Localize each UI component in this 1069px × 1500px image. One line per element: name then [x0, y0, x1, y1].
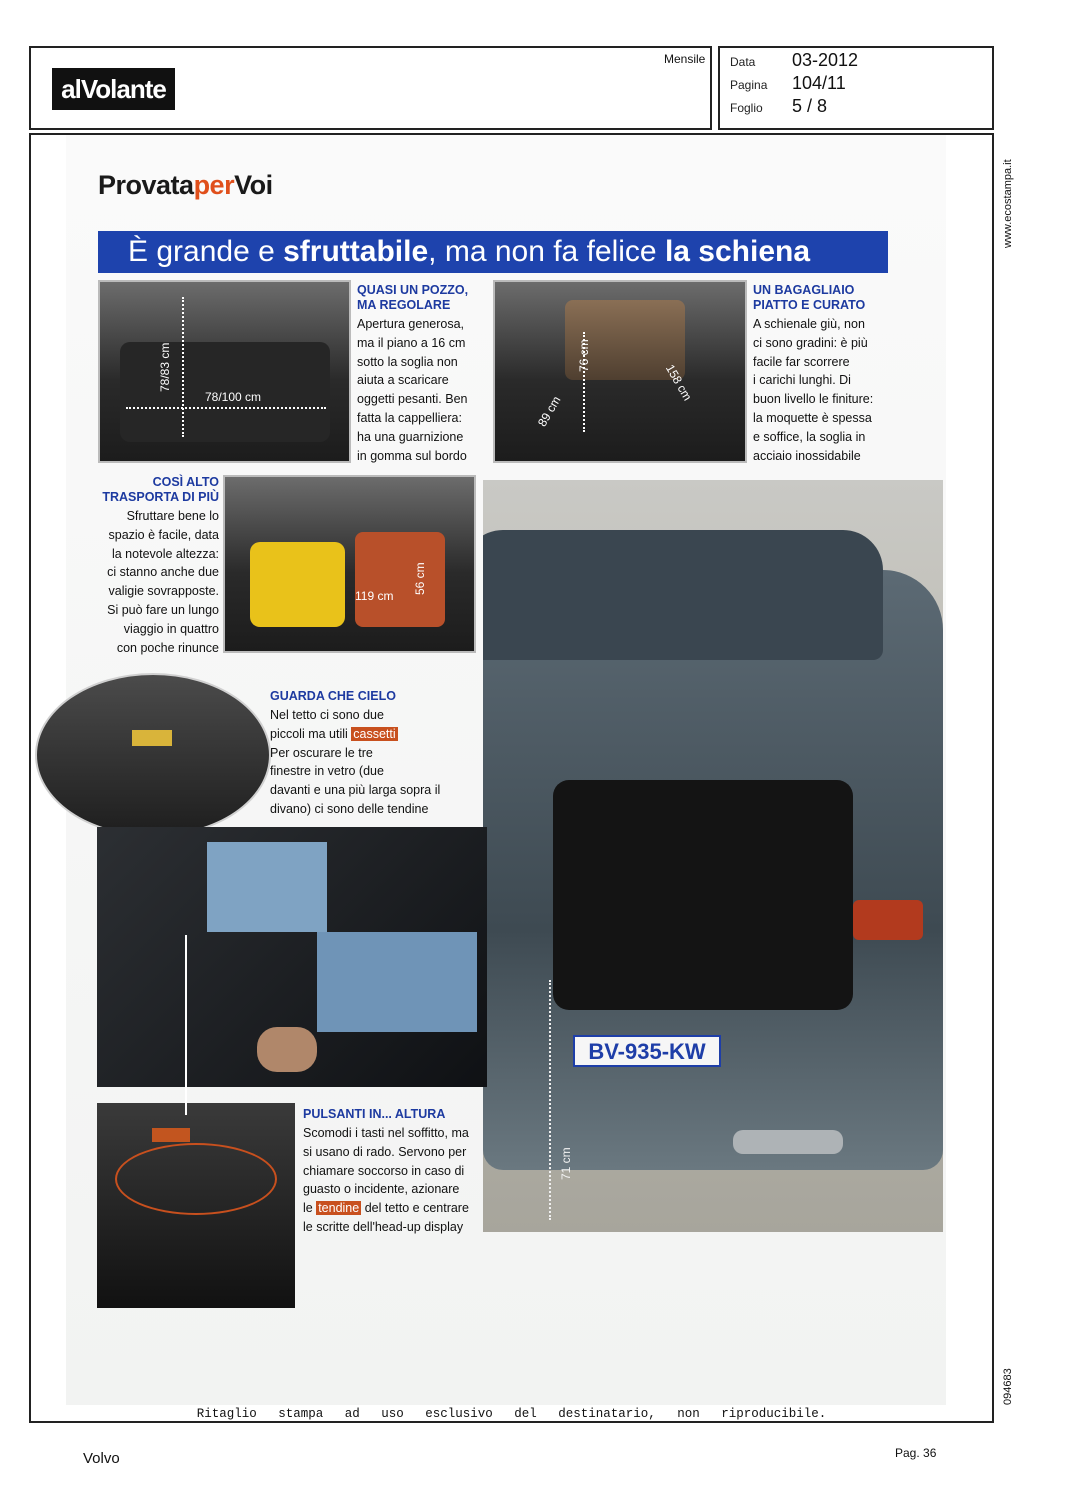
sos-button: [152, 1128, 190, 1142]
caption-1-title: QUASI UN POZZO, MA REGOLARE: [357, 283, 469, 312]
client-name: Volvo: [83, 1450, 120, 1467]
license-plate: BV-935-KW: [573, 1035, 721, 1067]
caption-5-title: PULSANTI IN... ALTURA: [303, 1107, 446, 1121]
dim-56-label: 56 cm: [413, 562, 427, 595]
caption-3-body: Sfruttare bene lo spazio è facile, data la notevole altezza: ci stanno anche due valigie sovrapposte. Si può fare un lungo viaggio in quattro con poche rinunce: [107, 509, 219, 655]
page-number: Pag. 36: [895, 1446, 937, 1460]
dim-119-label: 119 cm: [355, 589, 394, 603]
section-title: ProvataperVoi: [98, 170, 273, 200]
car-trunk-opening: [553, 780, 853, 1010]
trunk-photo-open: [98, 280, 351, 463]
frequency-label: Mensile: [664, 52, 706, 66]
dim-158-label: 158 cm: [662, 362, 695, 404]
caption-2-title: UN BAGAGLIAIO PIATTO E CURATO: [753, 283, 866, 312]
buttons-highlight-ellipse: [115, 1143, 277, 1215]
headrest: [257, 1027, 317, 1072]
dim-76-label: 76 cm: [577, 339, 591, 372]
caption-4-body: Nel tetto ci sono due piccoli ma utili cassetti Per oscurare le tre finestre in vetro (due davanti e una più larga sopra il divano) ci sono delle tendine: [270, 708, 441, 816]
pagina-label: Pagina: [730, 78, 768, 92]
data-value: 03-2012: [792, 50, 859, 70]
caption-1-body: Apertura generosa, ma il piano a 16 cm sotto la soglia non aiuta a scaricare oggetti pesanti. Ben fatta la cappelliera: ha una guarnizione in gomma sul bordo: [357, 317, 468, 463]
pagina-value: 104/11: [792, 73, 846, 93]
caption-2-body: A schienale giù, non ci sono gradini: è più facile far scorrere i carichi lunghi. Di buon livello le finiture: la moquette è spessa e soffice, la soglia in acciaio inossidabile: [753, 317, 874, 463]
roof-buttons-photo: [97, 1103, 295, 1308]
dim-89-label: 89 cm: [535, 393, 564, 429]
headline-band: È grande e sfruttabile, ma non fa felice la schiena: [98, 231, 888, 273]
dim-71-label: 71 cm: [559, 1147, 573, 1180]
car-rear-photo: [483, 480, 943, 1232]
width-marker-line: [126, 407, 326, 409]
exhaust-right: [733, 1130, 843, 1154]
caption-3-title: COSÌ ALTO TRASPORTA DI PIÙ: [102, 475, 219, 504]
height-marker-line: [182, 297, 184, 437]
caption-5-body: Scomodi i tasti nel soffitto, ma si usano di rado. Servono per chiamare soccorso in caso di guasto o incidente, azionare le tendine del tetto e centrare le scritte dell'head-up display: [303, 1126, 469, 1234]
alvolante-logo: alVolante: [52, 68, 175, 110]
sunroof-glass-rear: [317, 932, 477, 1032]
dim-width-label: 78/100 cm: [205, 390, 262, 404]
roof-drawers-inset: [35, 673, 271, 837]
yellow-suitcase: [250, 542, 345, 627]
foglio-label: Foglio: [730, 101, 763, 115]
trunk-photo-luggage: [223, 475, 476, 653]
copyright-notice: Ritaglio stampa ad uso esclusivo del destinatario, non riproducibile.: [196, 1407, 827, 1421]
caption-4-title: GUARDA CHE CIELO: [270, 689, 396, 703]
orange-bag: [355, 532, 445, 627]
trunk-photo-seats-folded: [493, 280, 747, 463]
website-side-text: www.ecostampa.it: [1002, 159, 1014, 248]
article-clipping: [29, 133, 994, 1423]
drawer-contents: [132, 730, 172, 746]
sunroof-interior-photo: [97, 827, 487, 1087]
data-label: Data: [730, 55, 756, 69]
ground-clearance-line: [549, 980, 551, 1220]
foglio-value: 5 / 8: [792, 96, 828, 116]
document-code: 094683: [1002, 1368, 1014, 1405]
sunroof-glass-front: [207, 842, 327, 932]
connector-line: [185, 935, 187, 1115]
tailgate-open: [483, 530, 883, 660]
rear-light-right: [853, 900, 923, 940]
dim-height-label: 78/83 cm: [158, 342, 172, 392]
